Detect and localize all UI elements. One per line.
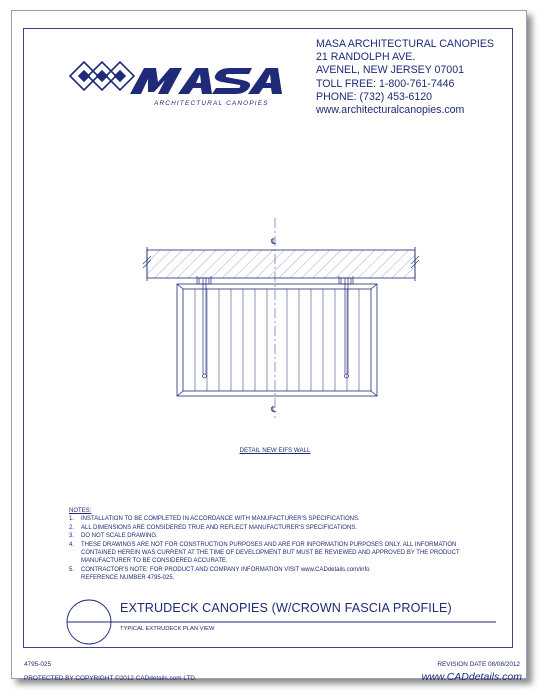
company-website[interactable]: www.architecturalcanopies.com <box>316 104 465 117</box>
note-line: MANUFACTURER TO BE CONSIDERED ACCURATE. <box>81 558 228 565</box>
note-item <box>69 515 499 523</box>
diamond-emblem-icon <box>70 62 134 90</box>
detail-caption: DETAIL NEW EIFS WALL <box>239 447 311 454</box>
note-item <box>69 541 499 566</box>
note-number: 1. <box>69 516 75 523</box>
note-line: REFERENCE NUMBER 4795-025. <box>81 575 175 582</box>
company-name: MASA ARCHITECTURAL CANOPIES <box>316 38 494 50</box>
notes-section <box>69 507 499 583</box>
note-line: THESE DRAWINGS ARE NOT FOR CONSTRUCTION PURPOSES AND ARE FOR INFORMATION PURPOSES ONLY. ALL INFORMATION <box>81 541 457 548</box>
note-line: DO NOT SCALE DRAWING. <box>81 533 158 540</box>
company-info <box>316 38 494 117</box>
logo-tagline: ARCHITECTURAL CANOPIES <box>154 100 269 107</box>
canopy-plan-view-drawing <box>135 218 425 418</box>
drawing-subtitle: TYPICAL EXTRUDECK PLAN VIEW <box>120 626 215 632</box>
masa-wordmark <box>130 68 282 94</box>
hanger-rod-right <box>339 276 353 378</box>
revision-date: REVISION DATE 08/08/2012 <box>437 661 520 668</box>
centerline-symbol-bottom: ℄ <box>271 405 277 414</box>
note-item <box>69 524 499 532</box>
note-line: CONTAINED HEREIN WAS CURRENT AT THE TIME OF DEVELOPMENT BUT MUST BE REVIEWED AND APPROVED BY THE PRODUCT <box>81 550 460 557</box>
drawing-title: EXTRUDECK CANOPIES (W/CROWN FASCIA PROFILE) <box>120 601 452 615</box>
company-address-line2: AVENEL, NEW JERSEY 07001 <box>316 64 464 77</box>
copyright-notice: PROTECTED BY COPYRIGHT ©2012 CADdetails.com LTD. <box>24 675 197 682</box>
note-line: INSTALLATION TO BE COMPLETED IN ACCORDANCE WITH MANUFACTURER'S SPECIFICATIONS. <box>81 516 360 523</box>
extrudeck-panels <box>195 289 359 391</box>
company-address-line1: 21 RANDOLPH AVE. <box>316 51 416 64</box>
note-item <box>69 532 499 540</box>
eifs-wall <box>143 247 419 281</box>
note-line: ALL DIMENSIONS ARE CONSIDERED TRUE AND REFLECT MANUFACTURER'S SPECIFICATIONS. <box>81 524 357 531</box>
centerline <box>271 218 277 418</box>
note-number: 3. <box>69 533 75 540</box>
caddetails-link[interactable]: www.CADdetails.com <box>421 671 522 683</box>
hanger-rod-left <box>197 276 211 378</box>
note-number: 2. <box>69 524 75 531</box>
note-line: CONTRACTOR'S NOTE: FOR PRODUCT AND COMPANY INFORMATION VISIT www.CADdetails.com/info <box>81 566 370 573</box>
drawing-number: 4795-025 <box>24 661 52 668</box>
note-number: 4. <box>69 541 75 548</box>
notes-heading: NOTES: <box>69 508 92 514</box>
centerline-symbol-top: ℄ <box>271 237 277 246</box>
company-toll-free: TOLL FREE: 1-800-761-7446 <box>316 77 455 90</box>
note-number: 5. <box>69 566 75 573</box>
note-item <box>69 566 499 583</box>
masa-logo <box>60 52 290 114</box>
company-phone: PHONE: (732) 453-6120 <box>316 90 433 103</box>
